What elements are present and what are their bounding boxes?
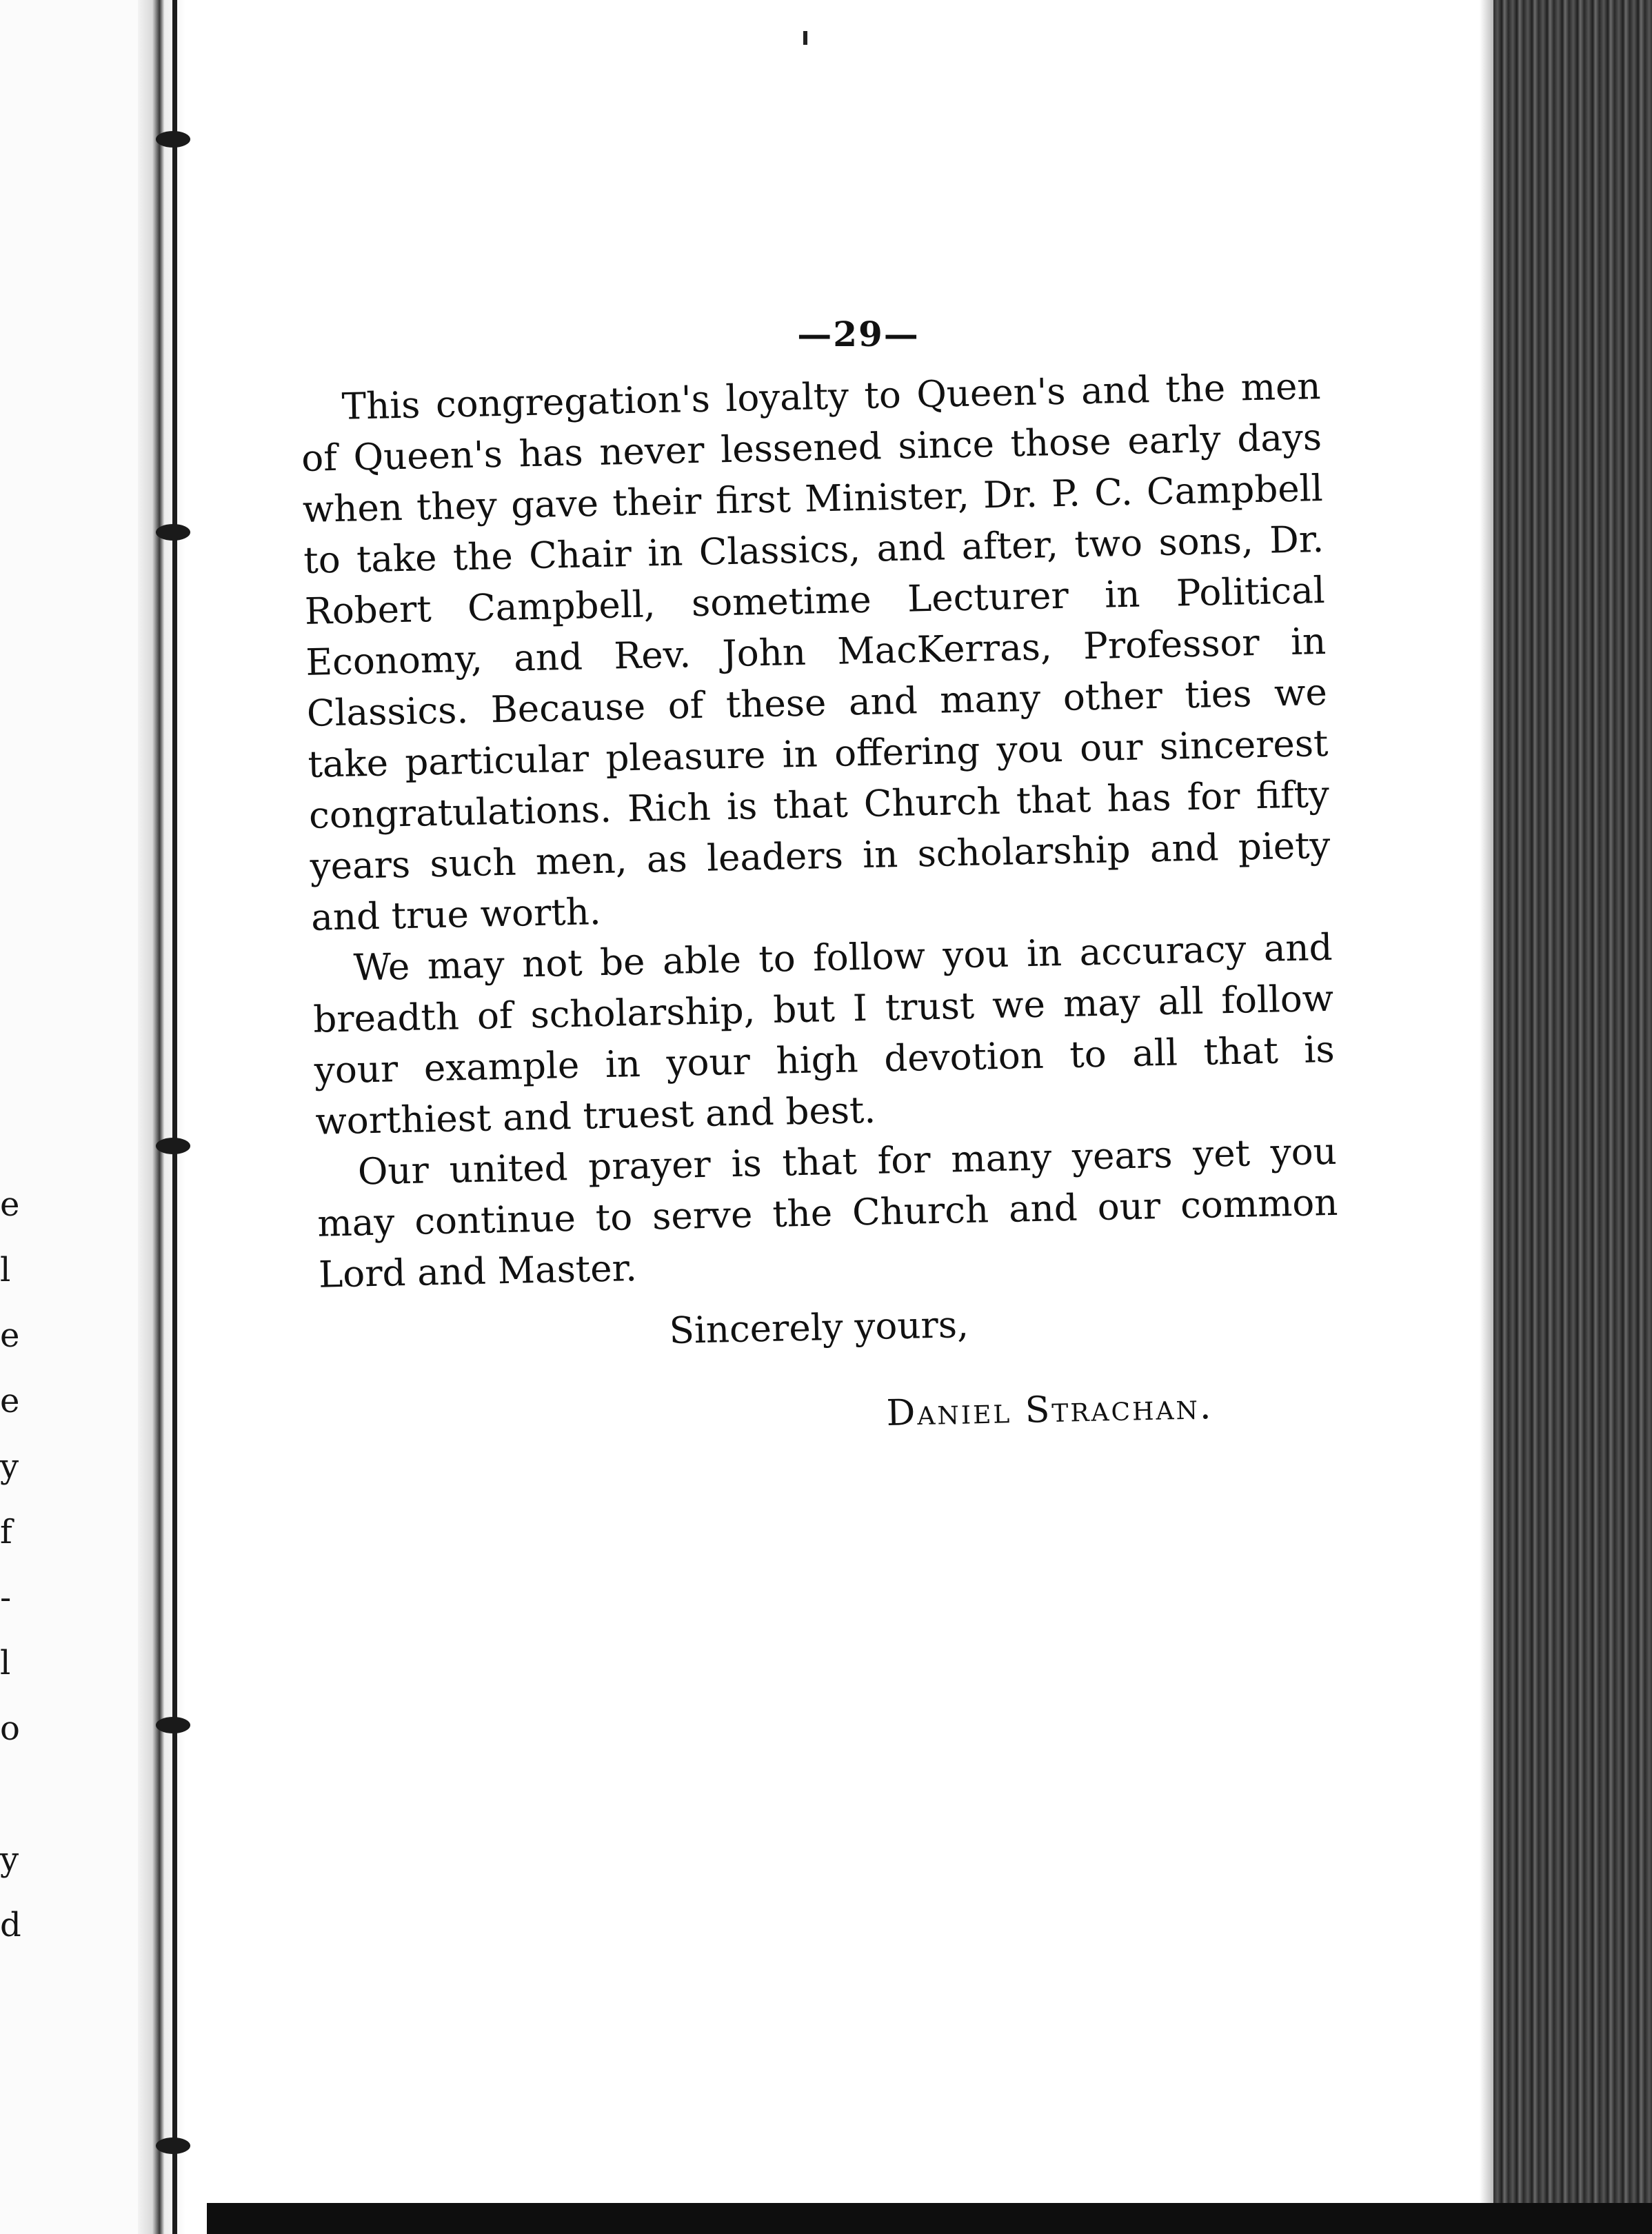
binding-stitch	[156, 524, 190, 541]
binding-stitch	[156, 131, 190, 148]
paragraph: We may not be able to follow you in accuracy and breadth of scholarship, but I trust we may all follow your example in your high devotion to all that is worthiest and truest and best.	[312, 926, 1336, 1143]
binding-stitch	[156, 1717, 190, 1733]
binding-stitch	[156, 2137, 190, 2154]
scan-bottom-border	[207, 2203, 1652, 2234]
page-number: —29—	[797, 314, 920, 354]
letter-closing: Sincerely yours,	[669, 1303, 969, 1352]
previous-page-margin	[0, 0, 148, 2234]
paragraph: Our united prayer is that for many years yet you may continue to serve the Church and our common Lord and Master.	[316, 1130, 1338, 1296]
letter-body	[300, 361, 1340, 1301]
binding-line	[172, 0, 177, 2234]
print-speck	[803, 31, 807, 45]
previous-page-edge-text: e l e e y f - l o y d	[0, 1185, 21, 1944]
letter-page	[197, 0, 1479, 2200]
signature-name: Daniel Strachan.	[886, 1386, 1213, 1434]
book-gutter	[138, 0, 186, 2234]
paragraph: This congregation's loyalty to Queen's and the men of Queen's has never lessened since those early days when they gave their first Minister, Dr. P. C. Campbell to take the Chair in Classics, and after, two sons, Dr. Robert Campbell, sometime Lecturer in Political Economy, and Rev. John MacKerras, Professor in Classics. Because of these and many other ties we take particular pleasure in offering you our sincerest congratulations. Rich is that Church that has for fifty years such men, as leaders in scholarship and piety and true worth.	[301, 365, 1331, 939]
binding-stitch	[156, 1138, 190, 1154]
page-edge-shadow	[1480, 0, 1493, 2234]
book-page-edges	[1493, 0, 1652, 2234]
